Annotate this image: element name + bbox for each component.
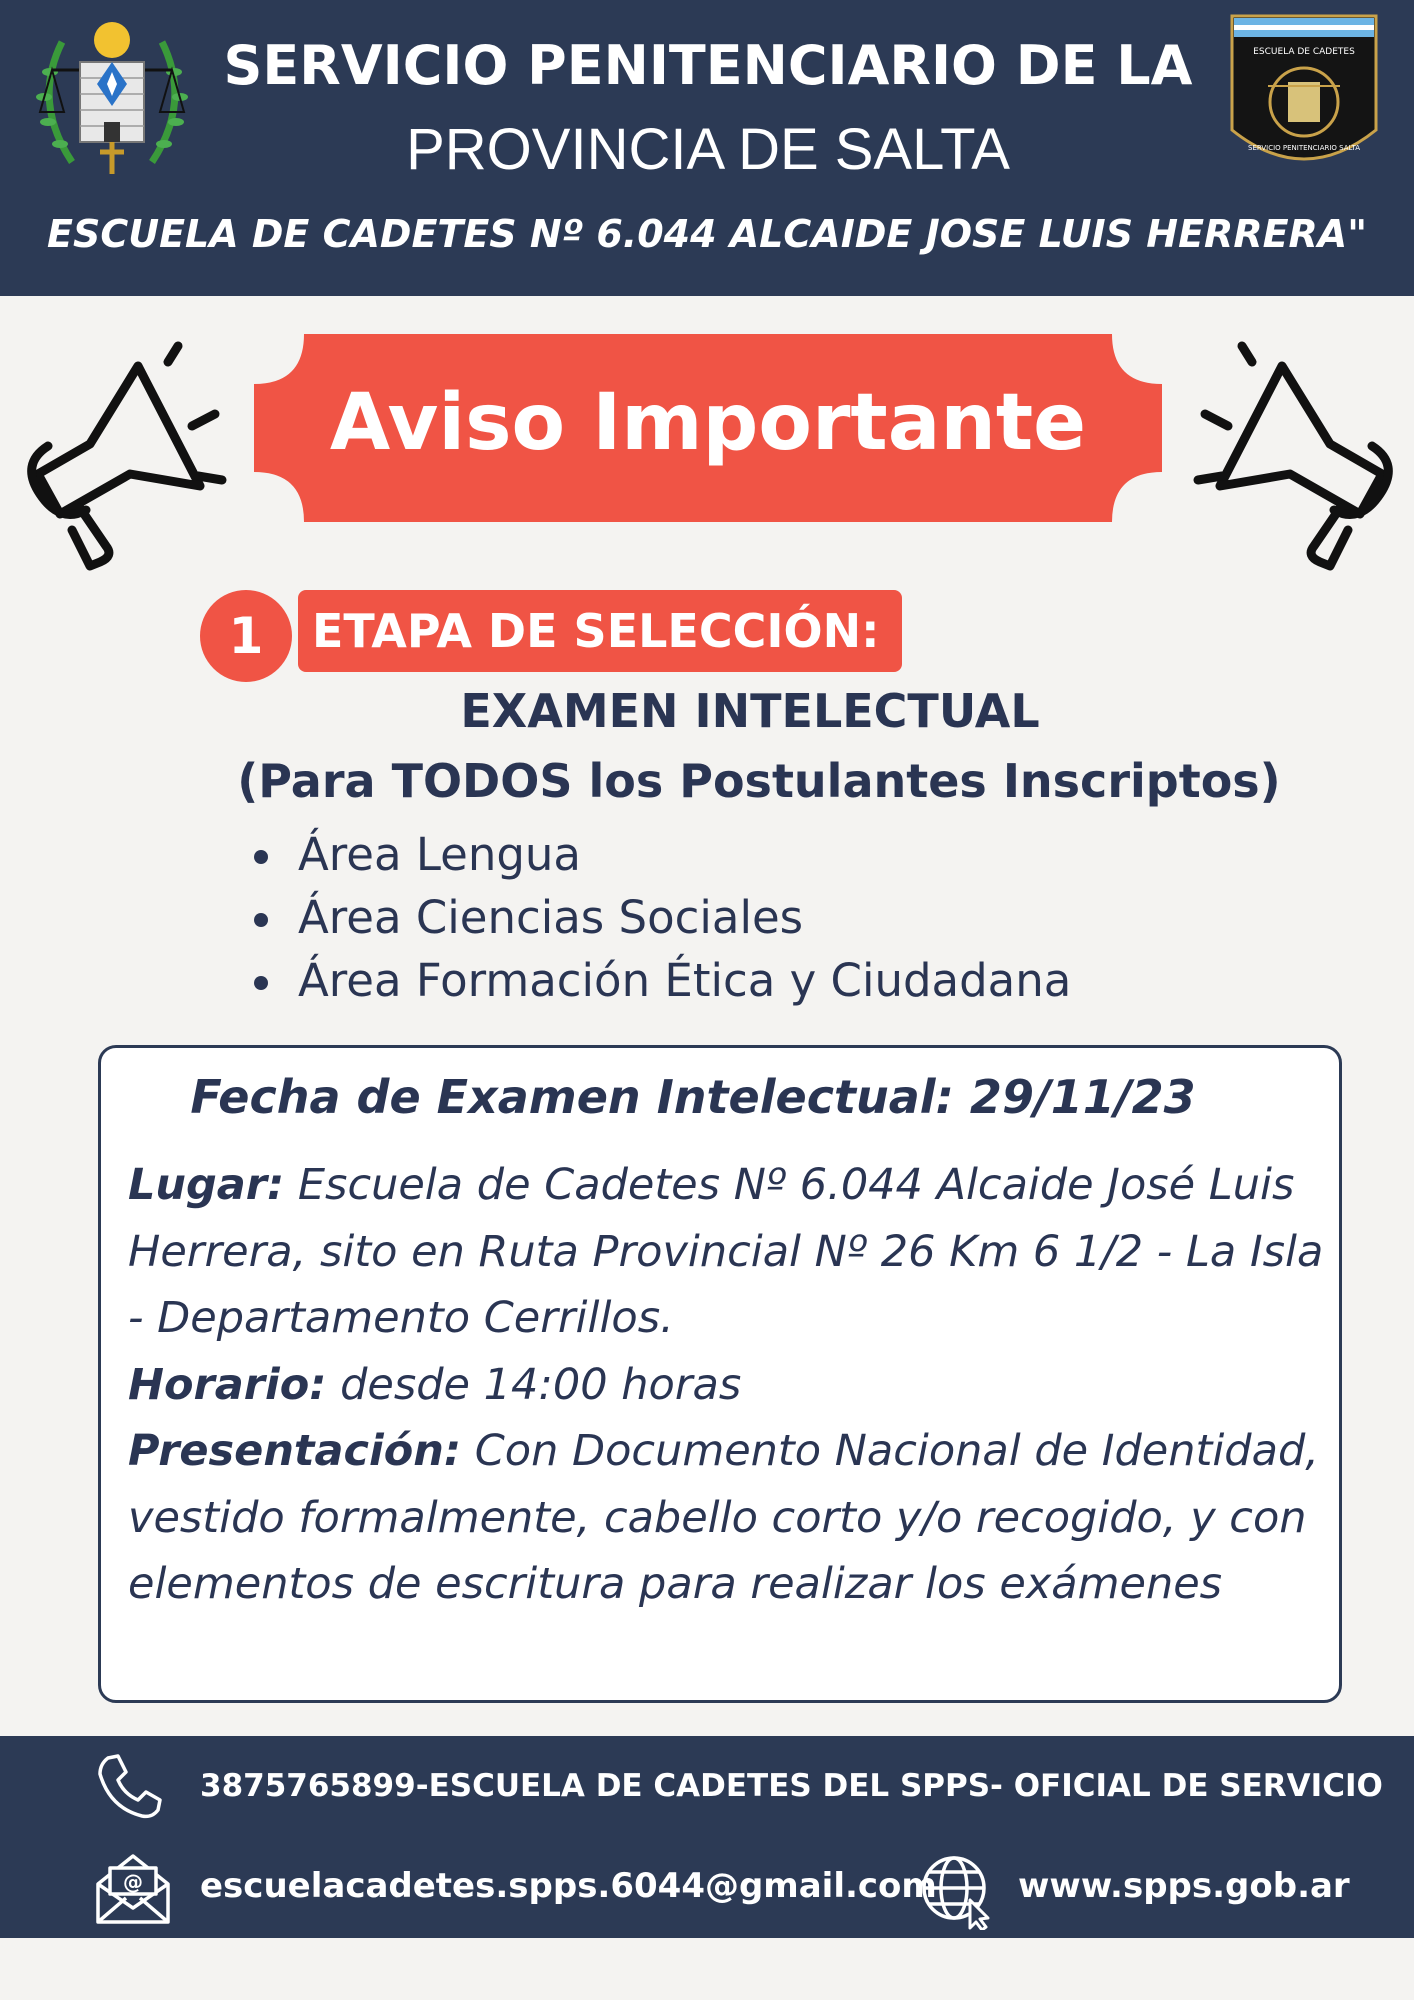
banner-title: Aviso Importante [329,378,1087,468]
lugar-text: Escuela de Cadetes Nº 6.044 Alcaide José Luis Herrera, sito en Ruta Provincial Nº 26 Km 6 1/2 - La Isla - Departamento Cerrillos. [128,1160,1324,1343]
exam-areas-list [250,826,1071,1015]
header-title-line1: SERVICIO PENITENCIARIO DE LA [223,34,1193,97]
horario-label: Horario: [128,1359,327,1410]
list-item: Área Formación Ética y Ciudadana [250,952,1071,1015]
exam-details-text [128,1152,1334,1618]
exam-date-text: Fecha de Examen Intelectual: 29/11/23 [190,1070,1196,1124]
exam-date-title [98,1070,1398,1124]
phone-icon [94,1752,164,1822]
badge-top-text: ESCUELA DE CADETES [1253,47,1355,57]
footer-website[interactable]: www.spps.gob.ar [1018,1866,1350,1906]
exam-title: EXAMEN INTELECTUAL [460,684,1040,738]
provincial-coat-of-arms-icon [22,12,202,182]
megaphone-icon [1170,334,1410,574]
list-item: Área Ciencias Sociales [250,889,1071,952]
step-label: ETAPA DE SELECCIÓN: [298,590,902,672]
header-title-line2: PROVINCIA DE SALTA [406,117,1010,182]
footer-bar [0,1736,1414,1938]
svg-text:@: @ [123,1870,143,1894]
exam-subtitle: (Para TODOS los Postulantes Inscriptos) [237,754,1281,808]
badge-bottom-text: SERVICIO PENITENCIARIO SALTA [1248,144,1360,152]
globe-icon [918,1852,996,1930]
step-number-badge: 1 [200,590,292,682]
megaphone-icon [10,334,250,574]
escuela-de-cadetes-badge-icon [1228,12,1380,184]
lugar-label: Lugar: [128,1160,285,1210]
header-subtitle: ESCUELA DE CADETES Nº 6.044 ALCAIDE JOSE LUIS HERRERA" [47,212,1367,256]
presentacion-text: Con Documento Nacional de Identidad, vestido formalmente, cabello corto y/o recogido, y con elementos de escritura para realizar los exámenes [128,1426,1319,1609]
footer-email[interactable]: escuelacadetes.spps.6044@gmail.com [200,1866,937,1906]
presentacion-label: Presentación: [128,1426,462,1476]
list-item: Área Lengua [250,826,1071,889]
footer-phone[interactable]: 3875765899-ESCUELA DE CADETES DEL SPPS- OFICIAL DE SERVICIO [200,1768,1383,1804]
email-icon [94,1852,172,1926]
horario-text: desde 14:00 horas [326,1359,742,1410]
